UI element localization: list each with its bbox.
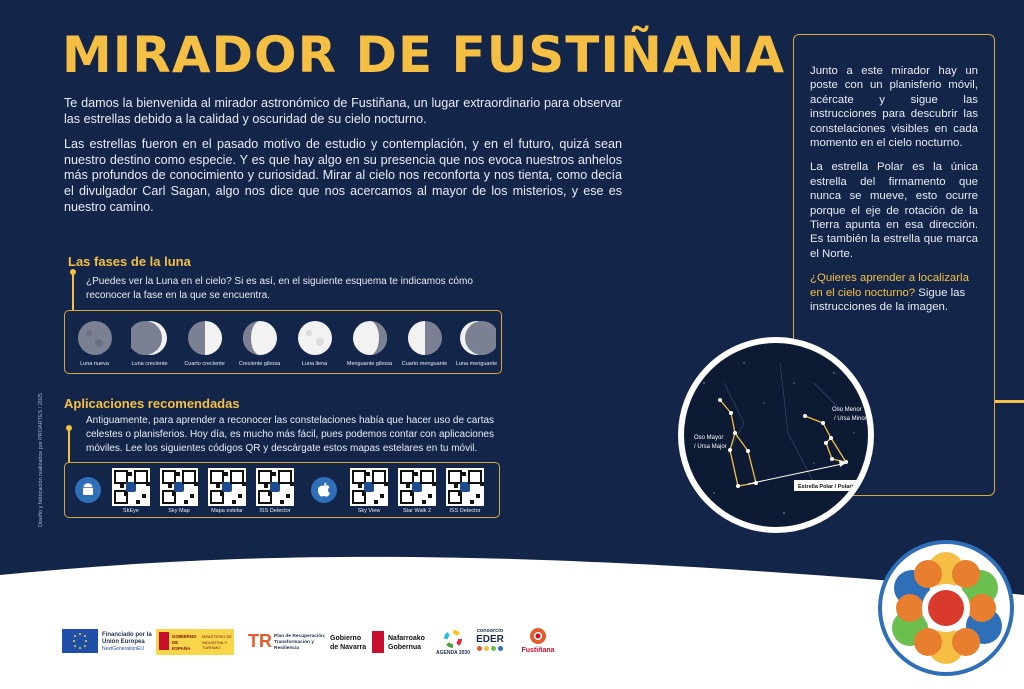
eu-text: Financiado por la Unión Europea (102, 632, 152, 645)
star-map (678, 337, 874, 533)
app-label: ISS Detector (259, 508, 291, 514)
moon-phase (342, 319, 397, 367)
side-paragraph (810, 271, 978, 314)
qr-icon (112, 468, 150, 506)
eu-logo (62, 629, 162, 655)
ursa-minor-label-2: / Ursa Minor (834, 416, 867, 422)
app-label: ISS Detector (449, 508, 481, 514)
app-label: Sky Map (168, 508, 190, 514)
navarra-text: Gobierno de Navarra (330, 635, 367, 651)
page-title: MIRADOR DE FUSTIÑANA (62, 26, 786, 84)
prtr-text: Plan de Recuperación, Transformación y Resiliencia (274, 634, 326, 651)
qr-icon (398, 468, 436, 506)
qr-code-star-walk[interactable] (397, 468, 437, 514)
navarra-shield-icon (372, 631, 384, 653)
qr-code-sky-map[interactable] (159, 468, 199, 514)
apps-section-title: Aplicaciones recomendadas (64, 396, 240, 411)
ursa-major-label-2: / Ursa Major (694, 444, 727, 450)
apps-section-text: Antiguamente, para aprender a reconocer las constelaciones había que hacer uso de cartas celestes o planisferios. Hoy día, es mucho más fácil, pues podemos contar con aplicaciones móviles. Lee los siguientes códigos QR y descárgate estos mapas estelares en tu móvil. (86, 415, 495, 454)
side-paragraph: La estrella Polar es la única estrella del firmamento que nunca se mueve, esto ocurre porque el eje de rotación de la Tierra apunta en esa dirección. Es también la estrella que marca el Norte. (810, 161, 978, 260)
prtr-logo (248, 631, 324, 655)
decorative-bar (995, 400, 1024, 403)
agenda-2030-logo (436, 629, 470, 659)
qr-code-sky-view[interactable] (349, 468, 389, 514)
fustinana-text: Fustiñana (521, 647, 555, 654)
moon-section-title: Las fases de la luna (68, 254, 191, 269)
moon-phase (449, 319, 504, 367)
gov-es-text: GOBIERNO DE ESPAÑA (172, 634, 197, 651)
vertical-credit (38, 372, 48, 527)
eu-flag-icon (62, 629, 98, 653)
moon-phase-label: Luna creciente (131, 361, 168, 367)
qr-code-skeye[interactable] (111, 468, 151, 514)
last-quarter-icon (406, 319, 444, 357)
qr-icon (350, 468, 388, 506)
app-label: Sky View (357, 508, 381, 514)
moon-phase (287, 319, 342, 367)
fustinana-mark-icon (529, 627, 547, 645)
qr-code-iss-detector-ios[interactable] (445, 468, 485, 514)
moon-phase (67, 319, 122, 367)
side-highlight: ¿Quieres aprender a localizarla en el cielo nocturno? (810, 272, 969, 299)
moon-phase (397, 319, 452, 367)
qr-code-iss-detector-android[interactable] (255, 468, 295, 514)
qr-icon (446, 468, 484, 506)
qr-icon (208, 468, 246, 506)
moon-phases-panel (64, 310, 502, 374)
intro-paragraph: Te damos la bienvenida al mirador astronómico de Fustiñana, un lugar extraordinario para observar las estrellas debido a la calidad y oscuridad de su cielo nocturno. (64, 96, 622, 126)
side-paragraph: Junto a este mirador hay un poste con un planisferio móvil, acércate y sigue las instrucciones para descubrir las constelaciones visibles en cada momento en el cielo nocturno. (810, 65, 978, 150)
moon-phase (122, 319, 177, 367)
eder-text-2: EDER (476, 634, 504, 645)
credit-text: Diseño y fabricación realizados por PROARTES / 2025 (38, 392, 44, 527)
moon-phase (232, 319, 287, 367)
moon-connector (72, 272, 74, 310)
shield-icon (159, 632, 169, 650)
gobierno-espana-logo (156, 629, 234, 655)
qr-code-mapa-estelar[interactable] (207, 468, 247, 514)
moon-phase (177, 319, 232, 367)
prtr-mark-icon: TR (248, 631, 272, 651)
moon-phase-label: Cuarto creciente (184, 361, 225, 367)
app-label: SkEye (123, 508, 139, 514)
side-panel-text (810, 64, 978, 325)
qr-icon (160, 468, 198, 506)
apps-connector (68, 428, 70, 462)
eder-text-1: consorcio (476, 628, 504, 634)
agenda-text: AGENDA 2030 (436, 650, 470, 656)
moon-phase-label: Luna llena (301, 361, 328, 367)
waning-crescent-icon (458, 319, 496, 357)
apple-icon (311, 477, 337, 503)
moon-phase-label: Luna nueva (80, 361, 109, 367)
apps-panel (64, 462, 500, 518)
moon-phase-label: Creciente gibosa (238, 361, 281, 367)
ursa-major-label: Oso Mayor (694, 435, 724, 441)
moon-section-text: ¿Puedes ver la Luna en el cielo? Si es así, en el siguiente esquema te indicamos cómo reconocer la fase en la que se encuentra. (86, 276, 473, 301)
eder-dots-icon (470, 646, 510, 653)
eu-subtext: NextGenerationEU (102, 646, 144, 652)
first-quarter-icon (186, 319, 224, 357)
moon-phase-label: Luna menguante (455, 361, 498, 367)
intro-text (64, 96, 622, 225)
waxing-crescent-icon (131, 319, 169, 357)
sdg-wheel-icon (443, 629, 463, 649)
full-moon-icon (296, 319, 334, 357)
navarra-text-2: Nafarroako Gobernua (388, 635, 425, 651)
app-label: Star Walk 2 (402, 508, 432, 514)
qr-icon (256, 468, 294, 506)
android-icon (75, 477, 101, 503)
bottom-wave (0, 540, 1024, 689)
side-rest: Sigue las instrucciones de la imagen. (810, 286, 966, 314)
moon-phase-label: Cuarto menguante (401, 361, 448, 367)
polaris-label: Estrella Polar / Polaris (798, 484, 857, 490)
new-moon-icon (76, 319, 114, 357)
ursa-minor-label: Oso Menor (832, 407, 862, 413)
fustinana-logo (518, 627, 558, 659)
waxing-gibbous-icon (241, 319, 279, 357)
moon-phase-label: Menguante gibosa (346, 361, 393, 367)
intro-paragraph: Las estrellas fueron en el pasado motivo de estudio y contemplación, y en el futuro, quizá sean nuestro destino como especie. Y es que hay algo en su presencia que nos evoca nuestros anhelos más profundos de conocimiento y curiosidad. Mirar al cielo nos reconforta y nos tienta, como decía el divulgador Carl Sagan, algo nos dice que nos acercamos al mayor de los misterios, y ese es nuestro camino. (64, 137, 622, 214)
eder-logo (470, 628, 510, 658)
ministry-text: MINISTERIO DE INDUSTRIA Y TURISMO (202, 634, 233, 650)
waning-gibbous-icon (351, 319, 389, 357)
flower-logo-icon (878, 540, 1014, 676)
app-label: Mapa estelar (211, 508, 243, 514)
